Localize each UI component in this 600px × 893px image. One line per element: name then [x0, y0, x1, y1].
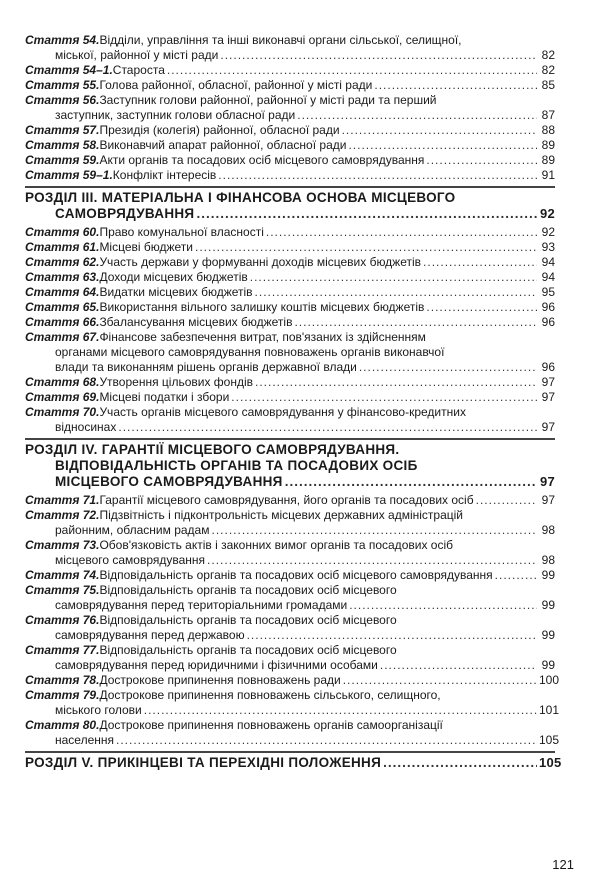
article-number: Стаття 55.: [25, 78, 100, 92]
page-ref: 93: [541, 240, 555, 254]
toc-entry-line: [25, 493, 555, 508]
toc-entry-continuation: [25, 553, 555, 568]
article-number: Стаття 68.: [25, 375, 100, 389]
dot-leader: [255, 375, 537, 390]
page-ref: 96: [541, 360, 555, 374]
dot-leader: [426, 300, 537, 315]
section-heading: [25, 755, 562, 771]
toc-entry: [25, 123, 555, 138]
toc-entry-line: [25, 63, 555, 78]
toc-entry-continuation: [25, 523, 555, 538]
article-title: Видатки місцевих бюджетів: [99, 285, 253, 299]
dot-leader: [426, 153, 537, 168]
page-ref: 89: [541, 138, 555, 152]
article-number: Стаття 56.: [25, 93, 100, 107]
dot-leader: [207, 553, 537, 568]
page-ref: 105: [539, 733, 560, 747]
page-ref: 89: [541, 153, 555, 167]
section-heading-line: [25, 190, 555, 206]
toc-entry: [25, 138, 555, 153]
article-title: Гарантії місцевого самоврядування, його органів та посадових осіб: [99, 493, 474, 507]
section-heading-line: [25, 206, 555, 222]
article-number: Стаття 63.: [25, 270, 100, 284]
article-number: Стаття 64.: [25, 285, 100, 299]
article-title: Відділи, управління та інші виконавчі органи сільської, селищної,: [99, 33, 462, 47]
page-ref: 96: [541, 315, 555, 329]
dot-leader: [211, 523, 537, 538]
toc-entry-line: [25, 255, 555, 270]
dot-leader: [196, 206, 537, 222]
page-ref: 97: [541, 390, 555, 404]
article-title-cont: міської, районної у місті ради: [55, 48, 219, 62]
toc-entry: [25, 688, 560, 718]
toc-entry: [25, 270, 555, 285]
article-number: Стаття 72.: [25, 508, 100, 522]
dot-leader: [144, 703, 537, 718]
article-title: Доходи місцевих бюджетів: [99, 270, 248, 284]
article-title: Заступник голови районної, районної у місті ради та перший: [99, 93, 437, 107]
page-ref: 94: [541, 255, 555, 269]
article-number: Стаття 66.: [25, 315, 100, 329]
article-title: Використання вільного залишку коштів місцевих бюджетів: [99, 300, 425, 314]
toc-entry-line: [25, 508, 555, 523]
page-ref: 97: [541, 493, 555, 507]
toc-entry-continuation: [25, 703, 560, 718]
page-ref: 82: [541, 63, 555, 77]
article-title: Право комунальної власності: [99, 225, 264, 239]
toc-entry: [25, 405, 555, 435]
article-number: Стаття 54–1.: [25, 63, 113, 77]
article-title: Дострокове припинення повноважень сільського, селищного,: [99, 688, 441, 702]
article-title: Фінансове забезпечення витрат, пов'язаних із здійсненням: [99, 330, 426, 344]
article-title: Участь органів місцевого самоврядування у фінансово-кредитних: [99, 405, 466, 419]
article-number: Стаття 79.: [25, 688, 100, 702]
article-title: Староста: [112, 63, 165, 77]
toc-entry-line: [25, 583, 555, 598]
toc-entry-line: [25, 390, 555, 405]
dot-leader: [255, 285, 537, 300]
page-number: 121: [552, 857, 574, 872]
toc-entry-continuation: [25, 360, 555, 375]
page-ref: 95: [541, 285, 555, 299]
toc-entry-line: [25, 168, 555, 183]
article-title: Відповідальність органів та посадових осіб місцевого: [99, 583, 397, 597]
dot-leader: [218, 168, 537, 183]
page-ref: 97: [541, 420, 555, 434]
toc-entry-line: [25, 718, 555, 733]
article-number: Стаття 71.: [25, 493, 100, 507]
section-title-text: ВІДПОВІДАЛЬНІСТЬ ОРГАНІВ ТА ПОСАДОВИХ ОСІБ: [55, 458, 418, 473]
toc-entry-line: [25, 93, 555, 108]
dot-leader: [294, 315, 537, 330]
toc-entry: [25, 493, 555, 508]
toc-entry: [25, 538, 555, 568]
page-ref: 87: [541, 108, 555, 122]
article-title-cont: органами місцевого самоврядування повноважень органів виконавчої: [55, 345, 445, 359]
article-number: Стаття 54.: [25, 33, 100, 47]
section-divider: [25, 186, 555, 188]
dot-leader: [250, 270, 537, 285]
toc-entry-line: [25, 33, 555, 48]
article-number: Стаття 70.: [25, 405, 100, 419]
toc-entry: [25, 240, 555, 255]
toc-entry-continuation: [25, 48, 555, 63]
article-number: Стаття 78.: [25, 673, 100, 687]
article-title: Відповідальність органів та посадових осіб місцевого самоврядування: [99, 568, 493, 582]
section-divider: [25, 438, 555, 440]
dot-leader: [343, 673, 537, 688]
dot-leader: [266, 225, 537, 240]
toc-entry-line: [25, 375, 555, 390]
article-number: Стаття 60.: [25, 225, 100, 239]
article-title-cont: влади та виконанням рішень органів державної влади: [55, 360, 357, 374]
page-ref: 101: [539, 703, 560, 717]
toc-entry: [25, 300, 555, 315]
page-ref: 92: [539, 206, 555, 221]
page-ref: 100: [539, 673, 560, 687]
page-ref: 96: [541, 300, 555, 314]
article-number: Стаття 76.: [25, 613, 100, 627]
toc-entry-continuation: [25, 733, 560, 748]
section-title-text: РОЗДІЛ IV. ГАРАНТІЇ МІСЦЕВОГО САМОВРЯДУВАННЯ.: [25, 442, 400, 457]
toc-entry: [25, 78, 555, 93]
toc-entry-line: [25, 240, 555, 255]
toc-entry: [25, 255, 555, 270]
page-ref: 94: [541, 270, 555, 284]
section-heading: [25, 190, 555, 222]
dot-leader: [342, 123, 537, 138]
article-title: Дострокове припинення повноважень ради: [99, 673, 341, 687]
dot-leader: [349, 598, 537, 613]
toc-entry-line: [25, 568, 555, 583]
dot-leader: [231, 390, 537, 405]
toc-entry-line: [25, 285, 555, 300]
page-ref: 99: [541, 658, 555, 672]
toc-entry: [25, 63, 555, 78]
article-title: Участь держави у формуванні доходів місцевих бюджетів: [99, 255, 422, 269]
dot-leader: [495, 568, 537, 583]
toc-entry-line: [25, 138, 555, 153]
toc-entry: [25, 285, 555, 300]
article-title-cont: самоврядування перед юридичними і фізичними особами: [55, 658, 378, 672]
page-ref: 91: [541, 168, 555, 182]
toc-entry-line: [25, 315, 555, 330]
section-title-text: МІСЦЕВОГО САМОВРЯДУВАННЯ: [55, 474, 283, 489]
toc-entry-line: [25, 300, 555, 315]
toc-entry: [25, 375, 555, 390]
toc-entry-continuation: [25, 345, 555, 360]
section-title-text: РОЗДІЛ V. ПРИКІНЦЕВІ ТА ПЕРЕХІДНІ ПОЛОЖЕННЯ: [25, 755, 382, 770]
toc-entry-continuation: [25, 628, 555, 643]
page-ref: 85: [541, 78, 555, 92]
toc-entry: [25, 168, 555, 183]
dot-leader: [247, 628, 537, 643]
dot-leader: [195, 240, 537, 255]
article-number: Стаття 80.: [25, 718, 100, 732]
toc-entry-line: [25, 78, 555, 93]
page-ref: 99: [541, 628, 555, 642]
section-title-text: САМОВРЯДУВАННЯ: [55, 206, 195, 221]
toc-entry: [25, 613, 555, 643]
article-number: Стаття 58.: [25, 138, 100, 152]
section-heading-line: [25, 458, 555, 474]
article-number: Стаття 74.: [25, 568, 100, 582]
article-title-cont: самоврядування перед територіальними громадами: [55, 598, 348, 612]
dot-leader: [118, 420, 537, 435]
article-title: Обов'язковість актів і законних вимог органів та посадових осіб: [99, 538, 453, 552]
article-title-cont: населення: [55, 733, 115, 747]
dot-leader: [116, 733, 537, 748]
toc-entry: [25, 33, 555, 63]
dot-leader: [374, 78, 537, 93]
toc-entry-continuation: [25, 108, 555, 123]
toc-entry-line: [25, 688, 555, 703]
section-heading-line: [25, 474, 555, 490]
page-ref: 92: [541, 225, 555, 239]
toc-entry: [25, 568, 555, 583]
page-ref: 98: [541, 523, 555, 537]
toc-entry-line: [25, 330, 555, 345]
toc-entry-continuation: [25, 420, 555, 435]
article-number: Стаття 67.: [25, 330, 100, 344]
section-heading-line: [25, 755, 562, 771]
article-title-cont: місцевого самоврядування: [55, 553, 206, 567]
dot-leader: [285, 474, 537, 490]
page-ref: 99: [541, 598, 555, 612]
page-ref: 98: [541, 553, 555, 567]
section-heading-line: [25, 442, 555, 458]
article-title: Президія (колегія) районної, обласної ради: [99, 123, 340, 137]
article-number: Стаття 75.: [25, 583, 100, 597]
section-divider: [25, 751, 555, 753]
toc-entry-line: [25, 153, 555, 168]
toc-entry-line: [25, 123, 555, 138]
toc-entry-line: [25, 673, 560, 688]
dot-leader: [167, 63, 537, 78]
article-number: Стаття 73.: [25, 538, 100, 552]
toc-entry-line: [25, 538, 555, 553]
toc-entry: [25, 93, 555, 123]
dot-leader: [220, 48, 537, 63]
page-ref: 99: [541, 568, 555, 582]
page-ref: 105: [539, 755, 562, 770]
article-title: Відповідальність органів та посадових осіб місцевого: [99, 643, 397, 657]
toc-entry: [25, 673, 560, 688]
page-ref: 82: [541, 48, 555, 62]
toc-entry: [25, 508, 555, 538]
toc-entry-continuation: [25, 598, 555, 613]
article-title-cont: заступник, заступник голови обласної ради: [55, 108, 296, 122]
page-ref: 97: [541, 375, 555, 389]
toc-entry: [25, 643, 555, 673]
dot-leader: [297, 108, 537, 123]
page-ref: 88: [541, 123, 555, 137]
article-number: Стаття 62.: [25, 255, 100, 269]
toc-entry: [25, 390, 555, 405]
toc-entry: [25, 330, 555, 375]
article-title-cont: відносинах: [55, 420, 117, 434]
dot-leader: [380, 658, 537, 673]
section-heading: [25, 442, 555, 490]
toc-entry: [25, 583, 555, 613]
article-title: Дострокове припинення повноважень органів самоорганізації: [99, 718, 443, 732]
article-title: Акти органів та посадових осіб місцевого самоврядування: [99, 153, 425, 167]
toc-entry-line: [25, 643, 555, 658]
dot-leader: [348, 138, 537, 153]
article-title: Збалансування місцевих бюджетів: [99, 315, 293, 329]
article-number: Стаття 59–1.: [25, 168, 113, 182]
toc-entry: [25, 718, 560, 748]
article-number: Стаття 57.: [25, 123, 100, 137]
article-number: Стаття 61.: [25, 240, 100, 254]
article-number: Стаття 65.: [25, 300, 100, 314]
article-title-cont: міського голови: [55, 703, 142, 717]
dot-leader: [383, 755, 537, 771]
article-number: Стаття 77.: [25, 643, 100, 657]
article-title: Виконавчий апарат районної, обласної ради: [99, 138, 347, 152]
article-title: Відповідальність органів та посадових осіб місцевого: [99, 613, 397, 627]
section-title-text: РОЗДІЛ ІІІ. МАТЕРІАЛЬНА І ФІНАНСОВА ОСНОВА МІСЦЕВОГО: [25, 190, 456, 205]
article-title: Голова районної, обласної, районної у місті ради: [99, 78, 373, 92]
article-title: Утворення цільових фондів: [99, 375, 253, 389]
dot-leader: [359, 360, 537, 375]
toc-entry: [25, 225, 555, 240]
toc-entry-line: [25, 270, 555, 285]
article-title: Конфлікт інтересів: [112, 168, 217, 182]
dot-leader: [423, 255, 537, 270]
article-number: Стаття 59.: [25, 153, 100, 167]
toc-entry: [25, 315, 555, 330]
article-number: Стаття 69.: [25, 390, 100, 404]
page-ref: 97: [539, 474, 555, 489]
dot-leader: [476, 493, 537, 508]
article-title: Місцеві податки і збори: [99, 390, 230, 404]
toc-entry-line: [25, 225, 555, 240]
article-title: Підзвітність і підконтрольність місцевих державних адміністрацій: [99, 508, 464, 522]
toc-entry-continuation: [25, 658, 555, 673]
toc-entry: [25, 153, 555, 168]
article-title-cont: районним, обласним радам: [55, 523, 210, 537]
toc-entry-line: [25, 613, 555, 628]
article-title: Місцеві бюджети: [99, 240, 193, 254]
article-title-cont: самоврядування перед державою: [55, 628, 245, 642]
table-of-contents: [25, 33, 562, 774]
toc-entry-line: [25, 405, 555, 420]
